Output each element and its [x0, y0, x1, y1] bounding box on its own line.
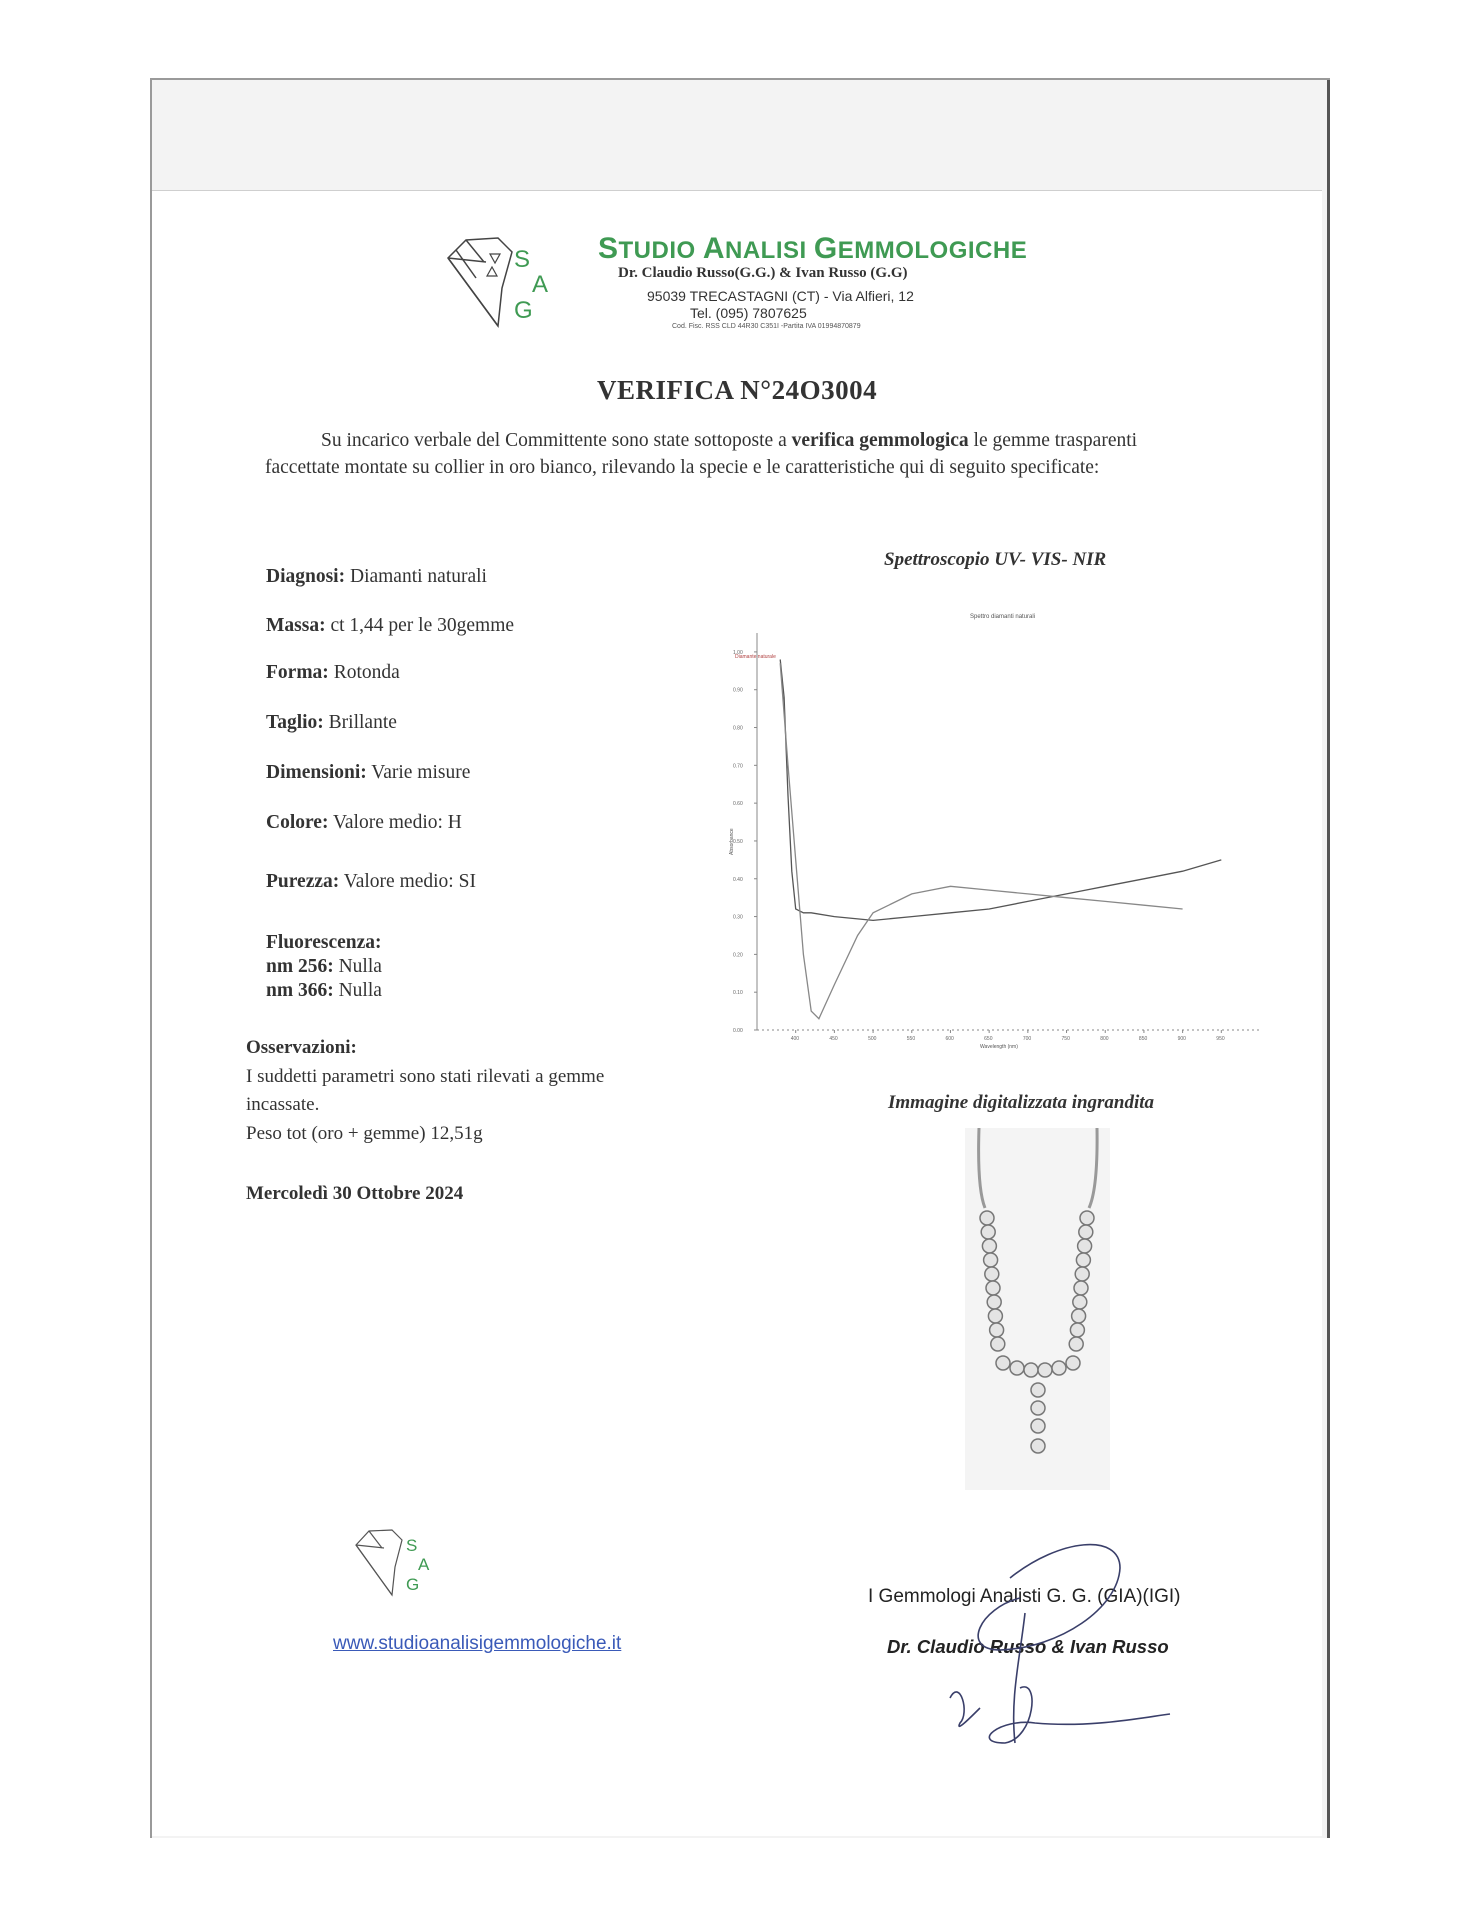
chart-x-tick-label: 650: [984, 1036, 993, 1042]
necklace-stone: [1038, 1363, 1052, 1377]
footer-logo-s: S: [406, 1536, 418, 1555]
footer-logo-a: A: [418, 1555, 430, 1574]
brand-phone: Tel. (095) 7807625: [690, 305, 807, 321]
chart-x-label: Wavelength (nm): [980, 1044, 1018, 1050]
necklace-stone: [1076, 1253, 1090, 1267]
chart-series-line-2: [780, 663, 1182, 1019]
chart-plot-title: Spettro diamanti naturali: [970, 614, 1036, 620]
observations-title: Osservazioni:: [246, 1037, 357, 1058]
chart-y-tick-label: 1.00: [733, 649, 743, 656]
chart-y-tick-label: 0.40: [733, 876, 743, 883]
necklace-stone: [1073, 1295, 1087, 1309]
observations-line-3: Peso tot (oro + gemme) 12,51g: [246, 1123, 483, 1144]
document-date: Mercoledì 30 Ottobre 2024: [246, 1183, 464, 1204]
necklace-stone: [986, 1281, 1000, 1295]
necklace-stone: [1010, 1361, 1024, 1375]
necklace-stone: [1072, 1309, 1086, 1323]
chart-x-tick-label: 500: [868, 1036, 877, 1042]
brand-owners: Dr. Claudio Russo(G.G.) & Ivan Russo (G.G): [618, 265, 908, 281]
field-purezza: Purezza: Valore medio: SI: [266, 871, 476, 892]
brand-address: 95039 TRECASTAGNI (CT) - Via Alfieri, 12: [647, 288, 914, 304]
necklace-stone: [988, 1309, 1002, 1323]
field-taglio: Taglio: Brillante: [266, 712, 397, 733]
chart-x-tick-label: 700: [1022, 1036, 1032, 1042]
necklace-stone: [1031, 1401, 1045, 1415]
necklace-stone: [1074, 1281, 1088, 1295]
spectrum-chart: [715, 605, 1285, 1050]
chart-x-tick-label: 750: [1061, 1036, 1070, 1042]
signature-names: Dr. Claudio Russo & Ivan Russo: [887, 1636, 1169, 1657]
document-title: VERIFICA N°24O3004: [597, 375, 878, 405]
chart-y-tick-label: 0.70: [733, 763, 743, 770]
necklace-stone: [1031, 1419, 1045, 1433]
chart-y-tick-label: 0.50: [733, 838, 743, 845]
chart-y-label: Absorbance: [729, 828, 735, 855]
chart-x-tick-label: 950: [1216, 1036, 1225, 1042]
footer-sag-logo-icon: [354, 1525, 444, 1600]
chart-y-tick-label: 0.10: [733, 990, 743, 997]
necklace-stone: [990, 1323, 1004, 1337]
fluorescence-block: Fluorescenza: nm 256: Nulla nm 366: Nulla: [266, 932, 382, 1001]
sag-logo-icon: [446, 232, 566, 332]
chart-y-tick-label: 0.00: [733, 1028, 743, 1034]
necklace-stone: [1079, 1225, 1093, 1239]
chart-x-tick-label: 900: [1177, 1036, 1186, 1042]
chart-x-tick-label: 550: [906, 1036, 916, 1042]
necklace-stone: [981, 1225, 995, 1239]
intro-paragraph: Su incarico verbale del Committente sono state sottoposte a verifica gemmologica le gemme trasparenti faccettate montate su collier in oro bianco, rilevando la specie e le caratteristiche qui di seguito specificate:: [265, 430, 1138, 478]
necklace-stone: [991, 1337, 1005, 1351]
necklace-stone: [1070, 1323, 1084, 1337]
necklace-stone: [985, 1267, 999, 1281]
chart-x-tick-label: 450: [829, 1036, 838, 1042]
necklace-stone: [1031, 1439, 1045, 1453]
handwritten-signature: [940, 1538, 1190, 1788]
field-forma: Forma: Rotonda: [266, 662, 400, 683]
necklace-stone: [1052, 1361, 1066, 1375]
necklace-stone: [1069, 1337, 1083, 1351]
brand-fiscal: Cod. Fisc. RSS CLD 44R30 C351I -Partita IVA 01994870879: [672, 323, 861, 330]
field-diagnosi: Diagnosi: Diamanti naturali: [266, 566, 487, 587]
observations-line-2: incassate.: [246, 1094, 320, 1115]
chart-y-tick-label: 0.60: [733, 801, 743, 808]
signature-title: I Gemmologi Analisti G. G. (GIA)(IGI): [868, 1586, 1181, 1607]
chart-x-tick-label: 850: [1138, 1036, 1148, 1042]
necklace-stone: [1024, 1363, 1038, 1377]
observations-line-1: I suddetti parametri sono stati rilevati a gemme: [246, 1066, 605, 1087]
necklace-stone: [1080, 1211, 1094, 1225]
necklace-image: [965, 1128, 1110, 1490]
chart-y-tick-label: 0.30: [733, 914, 743, 921]
field-dimensioni: Dimensioni: Varie misure: [266, 762, 471, 783]
logo-letter-a: A: [532, 271, 549, 298]
fluorescence-title: Fluorescenza:: [266, 932, 382, 953]
spectrum-title: Spettroscopio UV- VIS- NIR: [884, 549, 1107, 570]
necklace-stone: [987, 1295, 1001, 1309]
chart-y-tick-label: 0.90: [733, 687, 743, 694]
chart-x-tick-label: 800: [1100, 1036, 1109, 1042]
chart-legend: Diamante naturale: [735, 654, 776, 660]
necklace-stone: [980, 1211, 994, 1225]
chart-y-tick-label: 0.20: [733, 952, 743, 959]
necklace-stone: [1031, 1383, 1045, 1397]
chart-series-line-1: [780, 660, 1221, 921]
logo-letter-s: S: [514, 246, 531, 273]
necklace-stone: [1075, 1267, 1089, 1281]
logo-letter-g: G: [514, 297, 533, 324]
chart-x-tick-label: 400: [790, 1036, 800, 1042]
necklace-stone: [996, 1356, 1010, 1370]
brand-title: STUDIO ANALISI GEMMOLOGICHE: [598, 232, 1028, 265]
field-colore: Colore: Valore medio: H: [266, 812, 462, 833]
necklace-stone: [982, 1239, 996, 1253]
necklace-stone: [1066, 1356, 1080, 1370]
chart-y-tick-label: 0.80: [733, 725, 743, 732]
necklace-stone: [1078, 1239, 1092, 1253]
website-link[interactable]: www.studioanalisigemmologiche.it: [333, 1633, 622, 1654]
field-massa: Massa: ct 1,44 per le 30gemme: [266, 615, 515, 636]
necklace-stone: [984, 1253, 998, 1267]
footer-logo-g: G: [406, 1575, 420, 1594]
image-section-title: Immagine digitalizzata ingrandita: [888, 1092, 1155, 1113]
chart-x-tick-label: 600: [945, 1036, 954, 1042]
